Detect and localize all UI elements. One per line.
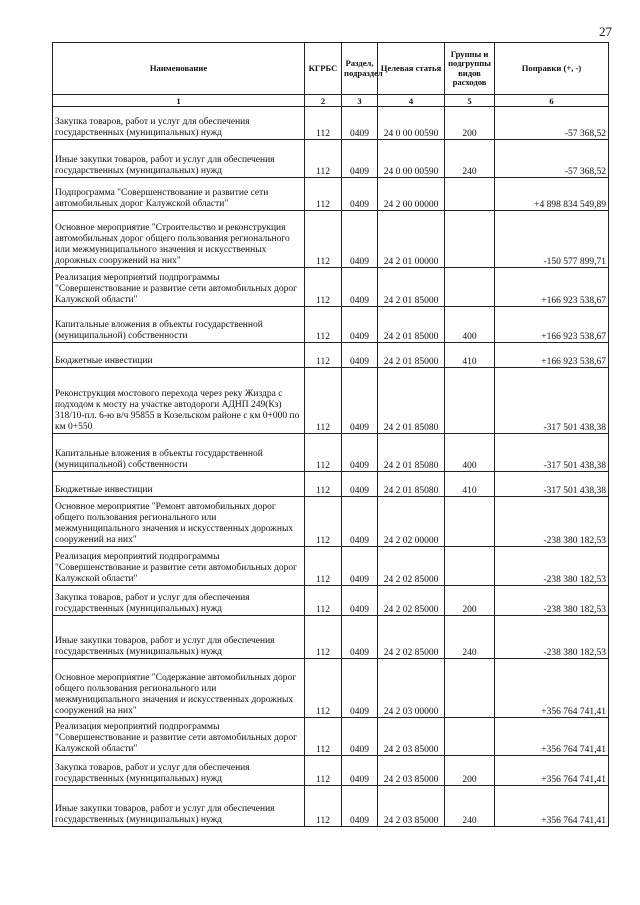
row-amount: -57 368,52	[495, 140, 609, 178]
row-expense-type: 410	[445, 472, 495, 497]
table-body	[53, 107, 609, 827]
table-row	[53, 178, 609, 211]
row-expense-type: 240	[445, 140, 495, 178]
row-name: Реконструкция мостового перехода через реку Жиздра с подходом к мосту на участке автодороги АДНП 249(Кз) 318/10-пл. 6-ю в/ч 95855 в Козельском районе с км 0+000 по км 0+550	[53, 368, 305, 434]
table-row	[53, 268, 609, 307]
row-razdel: 0409	[342, 140, 378, 178]
row-kgrbs: 112	[305, 586, 342, 616]
row-target-article: 24 0 00 00590	[378, 107, 445, 140]
page-number: 27	[599, 24, 612, 39]
row-expense-type: 200	[445, 586, 495, 616]
table-row	[53, 140, 609, 178]
table-row	[53, 434, 609, 472]
row-name: Капитальные вложения в объекты государственной (муниципальной) собственности	[53, 307, 305, 343]
row-razdel: 0409	[342, 718, 378, 756]
row-kgrbs: 112	[305, 616, 342, 659]
row-name: Закупка товаров, работ и услуг для обеспечения государственных (муниципальных) нужд	[53, 586, 305, 616]
row-name: Реализация мероприятий подпрограммы "Совершенствование и развитие сети автомобильных дорог Калужской области"	[53, 547, 305, 586]
row-target-article: 24 2 01 85080	[378, 368, 445, 434]
row-name: Подпрограмма "Совершенствование и развитие сети автомобильных дорог Калужской области"	[53, 178, 305, 211]
row-amount: -150 577 899,71	[495, 211, 609, 268]
row-target-article: 24 2 02 00000	[378, 497, 445, 547]
column-number: 2	[305, 95, 342, 107]
row-razdel: 0409	[342, 307, 378, 343]
row-razdel: 0409	[342, 497, 378, 547]
row-target-article: 24 2 02 85000	[378, 616, 445, 659]
table-row	[53, 718, 609, 756]
row-kgrbs: 112	[305, 107, 342, 140]
row-kgrbs: 112	[305, 307, 342, 343]
row-target-article: 24 2 03 85000	[378, 786, 445, 827]
row-razdel: 0409	[342, 472, 378, 497]
row-target-article: 24 2 02 85000	[378, 547, 445, 586]
column-number: 3	[342, 95, 378, 107]
row-target-article: 24 2 01 85080	[378, 472, 445, 497]
table-row	[53, 307, 609, 343]
row-name: Капитальные вложения в объекты государственной (муниципальной) собственности	[53, 434, 305, 472]
row-razdel: 0409	[342, 616, 378, 659]
row-kgrbs: 112	[305, 368, 342, 434]
row-amount: -57 368,52	[495, 107, 609, 140]
row-kgrbs: 112	[305, 268, 342, 307]
row-amount: +356 764 741,41	[495, 659, 609, 718]
header-razdel: Раздел, подраздел	[342, 43, 378, 95]
row-name: Иные закупки товаров, работ и услуг для обеспечения государственных (муниципальных) нужд	[53, 140, 305, 178]
row-razdel: 0409	[342, 178, 378, 211]
row-razdel: 0409	[342, 786, 378, 827]
row-amount: -238 380 182,53	[495, 547, 609, 586]
row-amount: -238 380 182,53	[495, 586, 609, 616]
table-row	[53, 107, 609, 140]
row-razdel: 0409	[342, 268, 378, 307]
row-amount: -317 501 438,38	[495, 368, 609, 434]
row-name: Бюджетные инвестиции	[53, 472, 305, 497]
row-razdel: 0409	[342, 547, 378, 586]
table-row	[53, 343, 609, 368]
budget-amendments-table	[52, 42, 609, 827]
column-number: 1	[53, 95, 305, 107]
row-name: Бюджетные инвестиции	[53, 343, 305, 368]
row-target-article: 24 2 01 85000	[378, 307, 445, 343]
row-amount: +166 923 538,67	[495, 343, 609, 368]
row-amount: -317 501 438,38	[495, 472, 609, 497]
row-target-article: 24 0 00 00590	[378, 140, 445, 178]
row-expense-type	[445, 268, 495, 307]
row-amount: -238 380 182,53	[495, 616, 609, 659]
row-razdel: 0409	[342, 659, 378, 718]
row-target-article: 24 2 00 00000	[378, 178, 445, 211]
row-kgrbs: 112	[305, 497, 342, 547]
row-target-article: 24 2 01 00000	[378, 211, 445, 268]
row-amount: -317 501 438,38	[495, 434, 609, 472]
row-name: Основное мероприятие "Ремонт автомобильных дорог общего пользования регионального или межмуниципального значения и искусственных дорожных сооружений на них"	[53, 497, 305, 547]
row-kgrbs: 112	[305, 343, 342, 368]
header-amount: Поправки (+, -)	[495, 43, 609, 95]
header-kgrbs: КГРБС	[305, 43, 342, 95]
row-razdel: 0409	[342, 107, 378, 140]
row-amount: +166 923 538,67	[495, 307, 609, 343]
row-expense-type	[445, 368, 495, 434]
table-row	[53, 368, 609, 434]
row-name: Реализация мероприятий подпрограммы "Совершенствование и развитие сети автомобильных дорог Калужской области"	[53, 718, 305, 756]
row-name: Иные закупки товаров, работ и услуг для обеспечения государственных (муниципальных) нужд	[53, 616, 305, 659]
row-name: Основное мероприятие "Содержание автомобильных дорог общего пользования регионального или межмуниципального значения и искусственных дорожных сооружений на них"	[53, 659, 305, 718]
column-number: 5	[445, 95, 495, 107]
table-row	[53, 211, 609, 268]
row-amount: +356 764 741,41	[495, 718, 609, 756]
row-kgrbs: 112	[305, 659, 342, 718]
header-statia: Целевая статья	[378, 43, 445, 95]
row-expense-type: 400	[445, 307, 495, 343]
row-amount: +356 764 741,41	[495, 786, 609, 827]
row-amount: +4 898 834 549,89	[495, 178, 609, 211]
row-expense-type: 240	[445, 786, 495, 827]
column-number: 6	[495, 95, 609, 107]
row-target-article: 24 2 03 85000	[378, 756, 445, 786]
column-number: 4	[378, 95, 445, 107]
row-razdel: 0409	[342, 586, 378, 616]
row-amount: -238 380 182,53	[495, 497, 609, 547]
row-razdel: 0409	[342, 211, 378, 268]
table-row	[53, 786, 609, 827]
table-row	[53, 586, 609, 616]
row-kgrbs: 112	[305, 211, 342, 268]
row-amount: +166 923 538,67	[495, 268, 609, 307]
table-row	[53, 547, 609, 586]
row-expense-type: 400	[445, 434, 495, 472]
table-row	[53, 472, 609, 497]
table-row	[53, 659, 609, 718]
row-target-article: 24 2 03 00000	[378, 659, 445, 718]
row-expense-type	[445, 718, 495, 756]
row-kgrbs: 112	[305, 472, 342, 497]
row-expense-type: 200	[445, 756, 495, 786]
table-row	[53, 497, 609, 547]
row-target-article: 24 2 01 85000	[378, 343, 445, 368]
row-target-article: 24 2 01 85080	[378, 434, 445, 472]
row-kgrbs: 112	[305, 547, 342, 586]
row-expense-type	[445, 178, 495, 211]
header-name: Наименование	[53, 43, 305, 95]
row-name: Иные закупки товаров, работ и услуг для обеспечения государственных (муниципальных) нужд	[53, 786, 305, 827]
row-kgrbs: 112	[305, 178, 342, 211]
row-razdel: 0409	[342, 368, 378, 434]
column-number-row	[53, 95, 609, 107]
row-target-article: 24 2 03 85000	[378, 718, 445, 756]
row-expense-type	[445, 497, 495, 547]
row-expense-type: 200	[445, 107, 495, 140]
row-expense-type	[445, 547, 495, 586]
row-expense-type	[445, 659, 495, 718]
row-kgrbs: 112	[305, 434, 342, 472]
header-vid: Группы и подгруппы видов расходов	[445, 43, 495, 95]
row-razdel: 0409	[342, 434, 378, 472]
row-expense-type: 240	[445, 616, 495, 659]
row-expense-type	[445, 211, 495, 268]
row-target-article: 24 2 02 85000	[378, 586, 445, 616]
row-kgrbs: 112	[305, 718, 342, 756]
row-name: Основное мероприятие "Строительство и реконструкция автомобильных дорог общего пользования регионального или межмуниципального значения и искусственных дорожных сооружений на них"	[53, 211, 305, 268]
header-row	[53, 43, 609, 95]
row-kgrbs: 112	[305, 756, 342, 786]
table-row	[53, 616, 609, 659]
row-amount: +356 764 741,41	[495, 756, 609, 786]
row-razdel: 0409	[342, 343, 378, 368]
row-kgrbs: 112	[305, 786, 342, 827]
row-razdel: 0409	[342, 756, 378, 786]
row-expense-type: 410	[445, 343, 495, 368]
row-name: Закупка товаров, работ и услуг для обеспечения государственных (муниципальных) нужд	[53, 756, 305, 786]
row-kgrbs: 112	[305, 140, 342, 178]
table-row	[53, 756, 609, 786]
row-name: Реализация мероприятий подпрограммы "Совершенствование и развитие сети автомобильных дорог Калужской области"	[53, 268, 305, 307]
row-name: Закупка товаров, работ и услуг для обеспечения государственных (муниципальных) нужд	[53, 107, 305, 140]
row-target-article: 24 2 01 85000	[378, 268, 445, 307]
